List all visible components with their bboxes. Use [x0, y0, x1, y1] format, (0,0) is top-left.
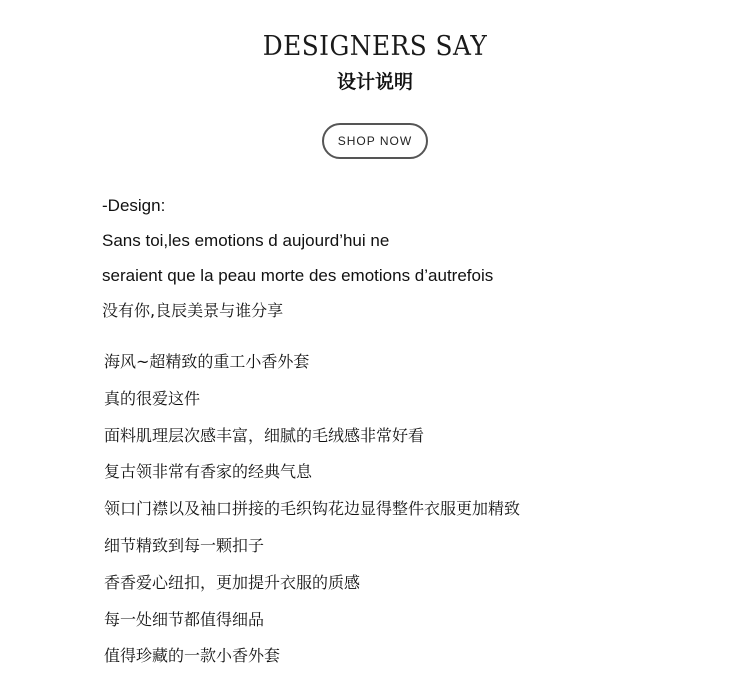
feature-line: 海风~超精致的重工小香外套 — [104, 352, 310, 371]
design-quote-line-1: Sans toi,les emotions d aujourd’hui ne — [102, 231, 390, 250]
design-statement — [102, 194, 493, 334]
design-quote-line-2: seraient que la peau morte des emotions d’autrefois — [102, 266, 494, 285]
feature-line: 细节精致到每一颗扣子 — [104, 535, 265, 555]
feature-line: 香香爱心纽扣，更加提升衣服的质感 — [104, 572, 361, 592]
page-subtitle: 设计说明 — [336, 71, 413, 93]
shop-now-button[interactable]: SHOP NOW — [322, 123, 428, 159]
page-title: DESIGNERS SAY — [262, 31, 488, 62]
feature-list — [104, 350, 520, 681]
header — [0, 30, 750, 94]
feature-line: 领口门襟以及袖口拼接的毛织钩花边显得整件衣服更加精致 — [104, 499, 521, 519]
design-quote-translation: 没有你,良辰美景与谁分享 — [102, 301, 284, 320]
feature-line: 值得珍藏的一款小香外套 — [104, 646, 281, 666]
feature-line: 面料肌理层次感丰富，细腻的毛绒感非常好看 — [104, 425, 425, 445]
design-heading: -Design: — [102, 196, 166, 215]
feature-line: 复古领非常有香家的经典气息 — [104, 462, 313, 482]
feature-line: 每一处细节都值得细品 — [104, 609, 265, 629]
feature-line: 真的很爱这件 — [104, 388, 201, 408]
